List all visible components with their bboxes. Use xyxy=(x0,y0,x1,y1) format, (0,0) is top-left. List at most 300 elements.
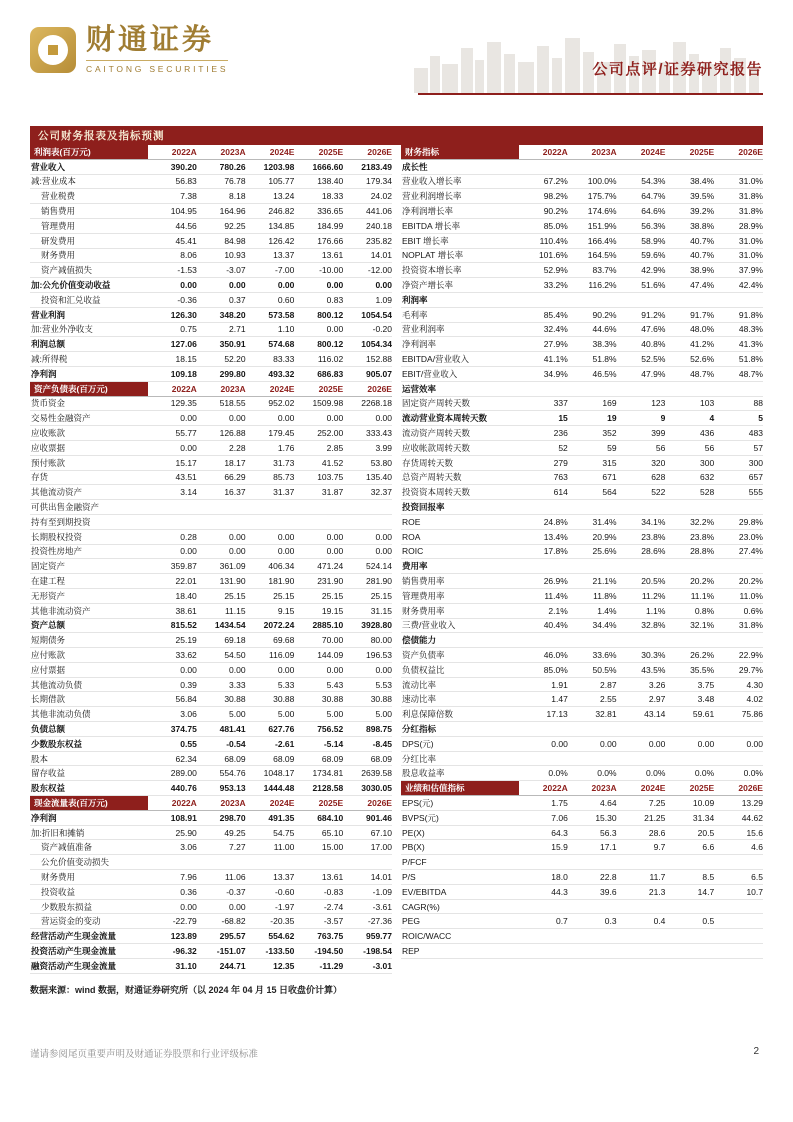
table-row xyxy=(30,885,392,900)
cell-value: 1.1% xyxy=(646,605,666,616)
table-row xyxy=(30,249,392,264)
table-title: 现金流量表(百万元) xyxy=(30,796,148,810)
brand-name-cn: 财通证券 xyxy=(86,24,215,56)
cell-value: 2.87 xyxy=(600,679,617,690)
cell-value: 84.98 xyxy=(224,235,246,246)
table-row xyxy=(30,914,392,929)
brand-logo xyxy=(30,26,228,74)
cell-value: 1203.98 xyxy=(263,161,295,172)
table-row xyxy=(30,456,392,471)
row-label: 投资回报率 xyxy=(402,502,445,513)
row-label: 利润率 xyxy=(402,294,428,305)
table-row xyxy=(30,278,392,293)
row-label: 总资产周转天数 xyxy=(402,472,462,483)
cell-value: 0.36 xyxy=(180,886,197,897)
row-label: 投资资本增长率 xyxy=(402,265,462,276)
cell-value: 31.8% xyxy=(738,206,763,217)
table-row xyxy=(401,337,763,352)
cell-value: 0.00 xyxy=(180,664,197,675)
row-label: 营业利润增长率 xyxy=(402,191,462,202)
cell-value: 30.88 xyxy=(370,694,392,705)
cell-value: -8.45 xyxy=(372,738,392,749)
row-label: 应付账款 xyxy=(31,649,66,660)
cell-value: 3.75 xyxy=(697,679,715,690)
cell-value: 352 xyxy=(602,428,617,439)
table-row xyxy=(401,766,763,781)
cell-value: 25.19 xyxy=(175,635,197,646)
cell-value: 31.4% xyxy=(592,516,617,527)
cell-value: 21.3 xyxy=(648,886,666,897)
cell-value: 13.61 xyxy=(321,250,344,261)
cell-value: 13.29 xyxy=(741,797,763,808)
cell-value: -3.07 xyxy=(226,265,246,276)
table-row xyxy=(401,604,763,619)
row-label: 可供出售金融资产 xyxy=(31,502,100,513)
table-row xyxy=(30,752,392,767)
row-label: 营业收入 xyxy=(31,161,66,172)
cell-value: 7.27 xyxy=(229,842,246,853)
cell-value: 348.20 xyxy=(219,309,246,320)
cell-value: 2.85 xyxy=(326,442,344,453)
cell-value: 483 xyxy=(748,428,763,439)
cell-value: 0.00 xyxy=(277,546,295,557)
cell-value: 166.4% xyxy=(587,235,617,246)
table-row xyxy=(401,485,763,500)
row-label: 投资活动产生现金流量 xyxy=(31,945,117,956)
table-row xyxy=(401,411,763,426)
cell-value: 815.52 xyxy=(170,620,197,631)
cell-value: 33.6% xyxy=(592,649,617,660)
cell-value: 25.15 xyxy=(273,590,295,601)
row-label: 偿债能力 xyxy=(402,635,437,646)
cell-value: 671 xyxy=(602,472,617,483)
cell-value: 0.00 xyxy=(375,546,392,557)
cell-value: -1.09 xyxy=(372,886,392,897)
table-row xyxy=(401,885,763,900)
cell-value: 1054.54 xyxy=(361,309,392,320)
cell-value: 53.80 xyxy=(370,457,392,468)
cell-value: -2.61 xyxy=(275,738,295,749)
cell-value: 8.06 xyxy=(180,250,197,261)
table-row xyxy=(30,411,392,426)
row-label: 留存收益 xyxy=(31,768,66,779)
row-label: 其他非流动资产 xyxy=(31,605,91,616)
cell-value: 0.0% xyxy=(646,768,666,779)
cell-value: 22.01 xyxy=(175,576,197,586)
table-row xyxy=(401,678,763,693)
cell-value: 100.0% xyxy=(587,176,617,187)
table-row xyxy=(30,559,392,574)
cell-value: 1048.17 xyxy=(263,768,295,779)
cell-value: -7.00 xyxy=(275,265,295,276)
year-column-header: 2024E xyxy=(269,146,295,157)
cell-value: 42.4% xyxy=(738,280,763,291)
cell-value: -151.07 xyxy=(216,945,246,956)
cell-value: 59 xyxy=(607,442,617,453)
table-header-row-cash-flow xyxy=(30,796,392,811)
cell-value: 152.88 xyxy=(365,354,392,365)
right-table-column xyxy=(401,145,763,959)
cell-value: 11.4% xyxy=(544,590,568,601)
cell-value: 30.88 xyxy=(273,694,295,705)
cell-value: 4.64 xyxy=(600,797,617,808)
cell-value: 131.90 xyxy=(219,576,246,586)
table-row xyxy=(401,515,763,530)
table-row xyxy=(30,692,392,707)
row-label: 投资性房地产 xyxy=(31,546,83,557)
cell-value: 57 xyxy=(753,442,763,453)
section-row xyxy=(401,633,763,648)
left-table-column xyxy=(30,145,392,974)
table-row xyxy=(30,826,392,841)
table-header-row-financial-metrics xyxy=(401,145,763,160)
cell-value: 54.50 xyxy=(224,649,246,660)
row-label: 速动比率 xyxy=(402,694,437,705)
cell-value: 56 xyxy=(704,442,715,453)
cell-value: 174.6% xyxy=(587,206,617,217)
cell-value: 524.14 xyxy=(365,561,392,572)
cell-value: 44.56 xyxy=(175,220,197,231)
cell-value: 109.18 xyxy=(170,368,197,379)
cell-value: 68.09 xyxy=(224,753,246,764)
cell-value: 25.90 xyxy=(175,827,197,838)
cell-value: 20.2% xyxy=(690,576,715,586)
cell-value: 0.00 xyxy=(326,546,344,557)
table-row xyxy=(30,811,392,826)
cell-value: 68.09 xyxy=(273,753,295,764)
cell-value: 0.00 xyxy=(229,664,246,675)
table-row xyxy=(401,752,763,767)
cell-value: 10.7 xyxy=(746,886,763,897)
cell-value: 134.85 xyxy=(268,220,295,231)
cell-value: 471.24 xyxy=(317,561,344,572)
table-row xyxy=(401,574,763,589)
table-title: 财务指标 xyxy=(401,145,519,159)
cell-value: 164.5% xyxy=(587,250,617,261)
cell-value: 22.9% xyxy=(738,649,763,660)
year-column-header: 2026E xyxy=(738,146,763,157)
cell-value: 42.9% xyxy=(641,265,666,276)
table-row xyxy=(30,648,392,663)
cell-value: 21.25 xyxy=(644,812,666,823)
table-row xyxy=(30,219,392,234)
caitong-logo-icon xyxy=(30,27,76,73)
cell-value: -5.14 xyxy=(323,738,344,749)
cell-value: 2.1% xyxy=(548,605,568,616)
cell-value: 6.6 xyxy=(702,842,715,853)
row-label: 负债权益比 xyxy=(402,664,445,675)
cell-value: -96.32 xyxy=(172,945,197,956)
cell-value: 68.09 xyxy=(370,753,392,764)
cell-value: 481.41 xyxy=(219,723,246,734)
cell-value: 104.95 xyxy=(170,206,197,217)
cell-value: 110.4% xyxy=(539,235,568,246)
cell-value: 32.1% xyxy=(690,620,715,631)
cell-value: 18.17 xyxy=(224,457,246,468)
cell-value: 7.06 xyxy=(551,812,568,823)
cell-value: 13.37 xyxy=(273,250,295,261)
cell-value: 35.5% xyxy=(690,664,715,675)
cell-value: 14.01 xyxy=(370,250,392,261)
brand-name-en: CAITONG SECURITIES xyxy=(86,60,228,74)
cell-value: 179.45 xyxy=(268,428,295,439)
cell-value: 34.4% xyxy=(592,620,617,631)
cell-value: 0.00 xyxy=(326,324,344,335)
cell-value: 763 xyxy=(553,472,568,483)
cell-value: 289.00 xyxy=(170,768,197,779)
row-label: 其他流动资产 xyxy=(31,487,83,498)
row-label: 净利润 xyxy=(31,368,57,379)
cell-value: 18.40 xyxy=(175,590,197,601)
cell-value: 235.82 xyxy=(365,235,392,246)
cell-value: 43.14 xyxy=(644,709,666,720)
cell-value: 116.09 xyxy=(269,649,295,660)
table-row xyxy=(401,204,763,219)
cell-value: 28.6% xyxy=(641,546,666,557)
logo-coin-hole xyxy=(48,45,58,55)
cell-value: 350.91 xyxy=(219,339,246,350)
cell-value: 108.91 xyxy=(170,812,197,823)
cell-value: 0.75 xyxy=(180,324,197,335)
row-label: 净利润 xyxy=(31,812,57,823)
table-row xyxy=(30,574,392,589)
cell-value: 88 xyxy=(753,398,763,409)
table-row xyxy=(30,337,392,352)
cell-value: -1.53 xyxy=(177,265,197,276)
table-row xyxy=(30,900,392,915)
table-row xyxy=(401,589,763,604)
cell-value: 905.07 xyxy=(365,368,392,379)
row-label: 销售费用 xyxy=(41,206,76,217)
cell-value: -3.61 xyxy=(372,901,392,912)
cell-value: 68.09 xyxy=(321,753,344,764)
cell-value: 3.99 xyxy=(375,442,392,453)
cell-value: 76.78 xyxy=(224,176,246,187)
table-row xyxy=(401,234,763,249)
cell-value: 2.55 xyxy=(600,694,617,705)
section-title-bar: 公司财务报表及指标预测 xyxy=(30,126,763,145)
cell-value: 169 xyxy=(602,398,617,409)
cell-value: 252.00 xyxy=(317,428,344,439)
cell-value: 67.2% xyxy=(543,176,568,187)
cell-value: 0.00 xyxy=(277,413,295,424)
cell-value: 0.00 xyxy=(375,413,392,424)
cell-value: 126.88 xyxy=(219,428,246,439)
cell-value: 684.10 xyxy=(317,812,344,823)
row-label: 经营活动产生现金流量 xyxy=(31,931,117,942)
cell-value: 47.9% xyxy=(641,368,666,379)
cell-value: 90.2% xyxy=(543,206,568,217)
cell-value: 92.25 xyxy=(224,220,246,231)
table-row xyxy=(30,500,392,515)
cell-value: 17.00 xyxy=(370,842,392,853)
table-row xyxy=(30,959,392,974)
cell-value: 0.0% xyxy=(743,768,763,779)
cell-value: 176.66 xyxy=(317,235,344,246)
cell-value: 13.24 xyxy=(273,191,295,202)
cell-value: 0.00 xyxy=(551,738,568,749)
cell-value: 56.84 xyxy=(175,694,197,705)
cell-value: 28.8% xyxy=(690,546,715,557)
cell-value: 4.02 xyxy=(746,694,763,705)
cell-value: 64.7% xyxy=(641,191,666,202)
row-label: EBIT 增长率 xyxy=(402,235,449,246)
year-column-header: 2022A xyxy=(542,783,568,794)
cell-value: 31.0% xyxy=(738,176,763,187)
cell-value: 126.30 xyxy=(170,309,197,320)
row-label: 运营效率 xyxy=(402,383,437,394)
cell-value: 85.73 xyxy=(273,472,295,483)
cell-value: 47.6% xyxy=(641,324,666,335)
table-row xyxy=(30,722,392,737)
cell-value: 26.9% xyxy=(543,576,568,586)
row-label: 长期借款 xyxy=(31,694,66,705)
cell-value: 441.06 xyxy=(365,206,392,217)
cell-value: 11.1% xyxy=(690,590,715,601)
cell-value: 25.15 xyxy=(321,590,344,601)
cell-value: -0.54 xyxy=(226,738,246,749)
cell-value: -10.00 xyxy=(319,265,344,276)
cell-value: 390.20 xyxy=(170,161,197,172)
cell-value: -27.36 xyxy=(367,916,392,927)
cell-value: 0.8% xyxy=(694,605,715,616)
cell-value: 491.35 xyxy=(268,812,295,823)
cell-value: 91.7% xyxy=(690,309,715,320)
table-row xyxy=(30,515,392,530)
cell-value: 27.9% xyxy=(543,339,568,350)
table-title: 利润表(百万元) xyxy=(30,145,148,159)
table-row xyxy=(401,175,763,190)
cell-value: 52.9% xyxy=(543,265,568,276)
cell-value: 300 xyxy=(748,457,763,468)
cell-value: 9.15 xyxy=(277,605,295,616)
cell-value: 40.8% xyxy=(641,339,666,350)
cell-value: 0.00 xyxy=(180,901,197,912)
cell-value: 780.26 xyxy=(219,161,246,172)
cell-value: 1.09 xyxy=(375,294,392,305)
cell-value: 39.5% xyxy=(690,191,715,202)
table-row xyxy=(30,707,392,722)
row-label: 公允价值变动损失 xyxy=(41,857,110,868)
table-row xyxy=(30,485,392,500)
row-label: 少数股东损益 xyxy=(41,901,93,912)
row-label: 固定资产 xyxy=(31,561,66,572)
cell-value: 91.8% xyxy=(738,309,763,320)
row-label: 股本 xyxy=(31,753,49,764)
cell-value: 555 xyxy=(748,487,763,498)
cell-value: 5.53 xyxy=(375,679,392,690)
cell-value: 103 xyxy=(700,398,715,409)
row-label: 加:公允价值变动收益 xyxy=(31,280,111,291)
cell-value: 0.00 xyxy=(326,664,344,675)
cell-value: 13.37 xyxy=(273,871,295,882)
row-label: 股东权益 xyxy=(31,783,66,794)
cell-value: 244.71 xyxy=(219,960,246,971)
cell-value: 85.0% xyxy=(543,664,568,675)
row-label: 应付票据 xyxy=(31,664,66,675)
table-row xyxy=(401,811,763,826)
cell-value: 20.9% xyxy=(592,531,617,542)
cell-value: 5.43 xyxy=(326,679,344,690)
cell-value: 67.10 xyxy=(370,827,392,838)
row-label: 投资资本周转天数 xyxy=(402,487,471,498)
row-label: 资产减值损失 xyxy=(41,265,93,276)
cell-value: 0.00 xyxy=(180,442,197,453)
cell-value: 406.34 xyxy=(268,561,295,572)
table-row xyxy=(30,293,392,308)
cell-value: 15.6 xyxy=(746,827,763,838)
section-row xyxy=(401,160,763,175)
row-label: 净利润率 xyxy=(402,339,437,350)
table-row xyxy=(401,352,763,367)
year-column-header: 2023A xyxy=(220,797,246,808)
cell-value: 17.8% xyxy=(543,546,568,557)
table-row xyxy=(30,678,392,693)
cell-value: 11.0% xyxy=(739,590,763,601)
cell-value: 15.17 xyxy=(175,457,197,468)
cell-value: 20.5% xyxy=(641,576,666,586)
cell-value: 39.6 xyxy=(600,886,617,897)
cell-value: -3.57 xyxy=(323,916,344,927)
cell-value: 1734.81 xyxy=(312,768,344,779)
row-label: 营业利润率 xyxy=(402,324,445,335)
cell-value: 0.00 xyxy=(746,738,763,749)
cell-value: 28.9% xyxy=(738,220,763,231)
table-row xyxy=(30,855,392,870)
cell-value: 33.62 xyxy=(175,649,197,660)
cell-value: 3928.80 xyxy=(361,620,392,631)
cell-value: 3.14 xyxy=(180,487,197,498)
cell-value: 44.6% xyxy=(592,324,617,335)
cell-value: 55.77 xyxy=(175,428,197,439)
row-label: P/S xyxy=(402,871,416,882)
cell-value: 138.40 xyxy=(317,176,344,187)
cell-value: 0.00 xyxy=(600,738,617,749)
cell-value: 65.10 xyxy=(321,827,344,838)
year-column-header: 2026E xyxy=(367,146,392,157)
cell-value: 800.12 xyxy=(317,309,344,320)
row-label: 财务费用 xyxy=(41,871,76,882)
header-divider xyxy=(418,93,763,95)
cell-value: 38.4% xyxy=(690,176,715,187)
cell-value: 0.00 xyxy=(697,738,715,749)
cell-value: 246.82 xyxy=(268,206,295,217)
cell-value: 1.75 xyxy=(551,797,568,808)
cell-value: -0.37 xyxy=(226,886,246,897)
cell-value: 64.3 xyxy=(551,827,568,838)
table-row xyxy=(401,323,763,338)
section-row xyxy=(401,722,763,737)
table-row xyxy=(401,263,763,278)
table-row xyxy=(30,840,392,855)
row-label: 股息收益率 xyxy=(402,768,445,779)
cell-value: 632 xyxy=(700,472,715,483)
cell-value: 7.25 xyxy=(648,797,666,808)
cell-value: 30.88 xyxy=(321,694,344,705)
cell-value: 657 xyxy=(748,472,763,483)
cell-value: 85.0% xyxy=(543,220,568,231)
cell-value: 0.00 xyxy=(277,664,295,675)
cell-value: 19.15 xyxy=(321,605,344,616)
cell-value: 41.1% xyxy=(543,354,568,365)
cell-value: 1666.60 xyxy=(312,161,344,172)
cell-value: 0.0% xyxy=(597,768,617,779)
cell-value: 0.00 xyxy=(375,280,392,291)
row-label: 存货 xyxy=(31,472,49,483)
table-row xyxy=(30,766,392,781)
cell-value: 51.8% xyxy=(738,354,763,365)
row-label: 费用率 xyxy=(402,561,428,572)
